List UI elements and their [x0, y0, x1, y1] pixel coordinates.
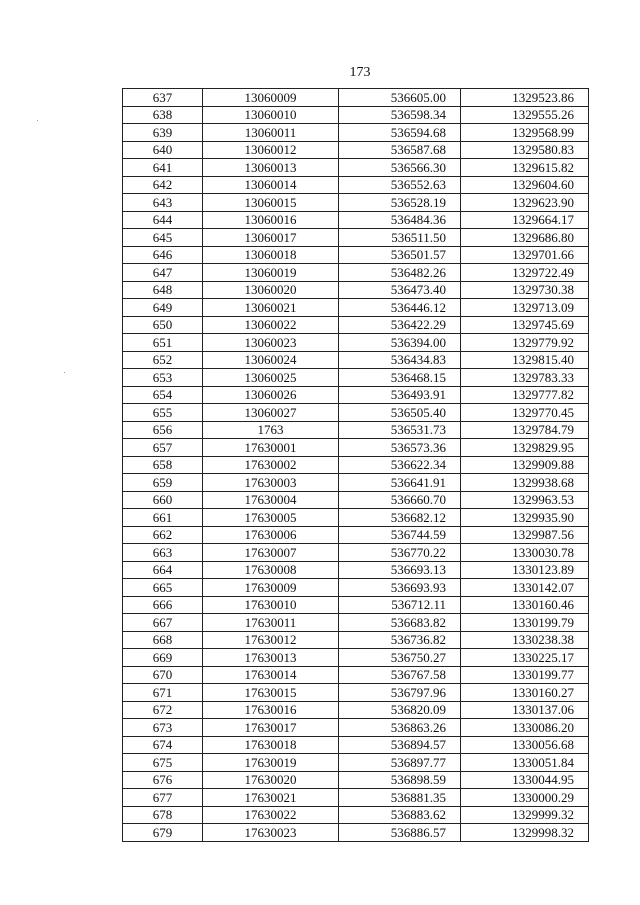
point-index-cell: 654 — [123, 386, 203, 404]
table-row — [123, 334, 589, 352]
y-coordinate-cell: 1329999.32 — [461, 806, 589, 824]
x-coordinate-cell: 536468.15 — [339, 369, 461, 387]
y-coordinate-cell: 1329604.60 — [461, 176, 589, 194]
table-row — [123, 439, 589, 457]
table-row — [123, 369, 589, 387]
point-index-cell: 638 — [123, 106, 203, 124]
table-row — [123, 386, 589, 404]
point-code-cell: 17630012 — [203, 631, 339, 649]
point-index-cell: 658 — [123, 456, 203, 474]
table-row — [123, 176, 589, 194]
y-coordinate-cell: 1329580.83 — [461, 141, 589, 159]
x-coordinate-cell: 536482.26 — [339, 264, 461, 282]
x-coordinate-cell: 536767.58 — [339, 666, 461, 684]
point-index-cell: 678 — [123, 806, 203, 824]
scan-speck — [37, 120, 38, 121]
point-code-cell: 13060012 — [203, 141, 339, 159]
x-coordinate-cell: 536484.36 — [339, 211, 461, 229]
point-code-cell: 17630019 — [203, 754, 339, 772]
table-row — [123, 614, 589, 632]
point-index-cell: 662 — [123, 526, 203, 544]
y-coordinate-cell: 1329829.95 — [461, 439, 589, 457]
y-coordinate-cell: 1330030.78 — [461, 544, 589, 562]
y-coordinate-cell: 1330086.20 — [461, 719, 589, 737]
table-row — [123, 561, 589, 579]
point-code-cell: 17630014 — [203, 666, 339, 684]
table-row — [123, 719, 589, 737]
x-coordinate-cell: 536863.26 — [339, 719, 461, 737]
point-code-cell: 1763 — [203, 421, 339, 439]
point-code-cell: 17630002 — [203, 456, 339, 474]
point-code-cell: 17630016 — [203, 701, 339, 719]
point-index-cell: 652 — [123, 351, 203, 369]
point-code-cell: 17630003 — [203, 474, 339, 492]
point-index-cell: 667 — [123, 614, 203, 632]
table-row — [123, 491, 589, 509]
table-row — [123, 771, 589, 789]
point-code-cell: 17630013 — [203, 649, 339, 667]
y-coordinate-cell: 1329987.56 — [461, 526, 589, 544]
point-code-cell: 17630001 — [203, 439, 339, 457]
point-code-cell: 17630017 — [203, 719, 339, 737]
point-index-cell: 677 — [123, 789, 203, 807]
point-code-cell: 13060024 — [203, 351, 339, 369]
point-index-cell: 672 — [123, 701, 203, 719]
x-coordinate-cell: 536898.59 — [339, 771, 461, 789]
y-coordinate-cell: 1329938.68 — [461, 474, 589, 492]
y-coordinate-cell: 1330225.17 — [461, 649, 589, 667]
y-coordinate-cell: 1330051.84 — [461, 754, 589, 772]
x-coordinate-cell: 536660.70 — [339, 491, 461, 509]
table-row — [123, 229, 589, 247]
table-row — [123, 701, 589, 719]
table-row — [123, 526, 589, 544]
point-index-cell: 647 — [123, 264, 203, 282]
table-row — [123, 281, 589, 299]
y-coordinate-cell: 1329784.79 — [461, 421, 589, 439]
point-code-cell: 17630015 — [203, 684, 339, 702]
table-row — [123, 141, 589, 159]
point-code-cell: 13060016 — [203, 211, 339, 229]
point-index-cell: 651 — [123, 334, 203, 352]
table-row — [123, 194, 589, 212]
y-coordinate-cell: 1329568.99 — [461, 124, 589, 142]
point-index-cell: 671 — [123, 684, 203, 702]
point-index-cell: 669 — [123, 649, 203, 667]
y-coordinate-cell: 1329615.82 — [461, 159, 589, 177]
x-coordinate-cell: 536820.09 — [339, 701, 461, 719]
table-row — [123, 159, 589, 177]
x-coordinate-cell: 536511.50 — [339, 229, 461, 247]
point-index-cell: 649 — [123, 299, 203, 317]
x-coordinate-cell: 536552.63 — [339, 176, 461, 194]
y-coordinate-cell: 1330056.68 — [461, 736, 589, 754]
point-index-cell: 657 — [123, 439, 203, 457]
point-code-cell: 13060018 — [203, 246, 339, 264]
point-index-cell: 676 — [123, 771, 203, 789]
y-coordinate-cell: 1329686.80 — [461, 229, 589, 247]
y-coordinate-cell: 1329623.90 — [461, 194, 589, 212]
point-index-cell: 644 — [123, 211, 203, 229]
point-index-cell: 656 — [123, 421, 203, 439]
x-coordinate-cell: 536641.91 — [339, 474, 461, 492]
point-code-cell: 17630023 — [203, 824, 339, 842]
y-coordinate-cell: 1329909.88 — [461, 456, 589, 474]
y-coordinate-cell: 1330199.79 — [461, 614, 589, 632]
y-coordinate-cell: 1330044.95 — [461, 771, 589, 789]
point-code-cell: 17630008 — [203, 561, 339, 579]
table-row — [123, 421, 589, 439]
point-index-cell: 641 — [123, 159, 203, 177]
y-coordinate-cell: 1330160.46 — [461, 596, 589, 614]
y-coordinate-cell: 1329555.26 — [461, 106, 589, 124]
table-row — [123, 806, 589, 824]
point-index-cell: 664 — [123, 561, 203, 579]
y-coordinate-cell: 1329935.90 — [461, 509, 589, 527]
point-code-cell: 13060025 — [203, 369, 339, 387]
x-coordinate-cell: 536598.34 — [339, 106, 461, 124]
table-row — [123, 666, 589, 684]
table-row — [123, 351, 589, 369]
x-coordinate-cell: 536434.83 — [339, 351, 461, 369]
point-index-cell: 655 — [123, 404, 203, 422]
y-coordinate-cell: 1330137.06 — [461, 701, 589, 719]
point-code-cell: 17630021 — [203, 789, 339, 807]
y-coordinate-cell: 1329777.82 — [461, 386, 589, 404]
table-row — [123, 124, 589, 142]
point-code-cell: 13060009 — [203, 89, 339, 107]
x-coordinate-cell: 536770.22 — [339, 544, 461, 562]
point-code-cell: 13060023 — [203, 334, 339, 352]
x-coordinate-cell: 536744.59 — [339, 526, 461, 544]
y-coordinate-cell: 1330199.77 — [461, 666, 589, 684]
point-code-cell: 13060022 — [203, 316, 339, 334]
point-index-cell: 660 — [123, 491, 203, 509]
x-coordinate-cell: 536797.96 — [339, 684, 461, 702]
x-coordinate-cell: 536566.30 — [339, 159, 461, 177]
x-coordinate-cell: 536531.73 — [339, 421, 461, 439]
x-coordinate-cell: 536493.91 — [339, 386, 461, 404]
x-coordinate-cell: 536693.93 — [339, 579, 461, 597]
x-coordinate-cell: 536736.82 — [339, 631, 461, 649]
table-row — [123, 579, 589, 597]
point-index-cell: 639 — [123, 124, 203, 142]
y-coordinate-cell: 1329783.33 — [461, 369, 589, 387]
coordinates-table-body — [123, 89, 589, 842]
x-coordinate-cell: 536622.34 — [339, 456, 461, 474]
point-index-cell: 663 — [123, 544, 203, 562]
x-coordinate-cell: 536712.11 — [339, 596, 461, 614]
coordinates-table — [122, 88, 589, 842]
y-coordinate-cell: 1330000.29 — [461, 789, 589, 807]
table-row — [123, 89, 589, 107]
y-coordinate-cell: 1330123.89 — [461, 561, 589, 579]
table-row — [123, 264, 589, 282]
y-coordinate-cell: 1330160.27 — [461, 684, 589, 702]
table-row — [123, 754, 589, 772]
point-code-cell: 17630010 — [203, 596, 339, 614]
table-row — [123, 246, 589, 264]
table-row — [123, 631, 589, 649]
point-code-cell: 13060027 — [203, 404, 339, 422]
table-row — [123, 509, 589, 527]
x-coordinate-cell: 536528.19 — [339, 194, 461, 212]
point-code-cell: 17630009 — [203, 579, 339, 597]
table-row — [123, 544, 589, 562]
table-row — [123, 736, 589, 754]
point-index-cell: 640 — [123, 141, 203, 159]
x-coordinate-cell: 536594.68 — [339, 124, 461, 142]
x-coordinate-cell: 536505.40 — [339, 404, 461, 422]
x-coordinate-cell: 536883.62 — [339, 806, 461, 824]
x-coordinate-cell: 536587.68 — [339, 141, 461, 159]
y-coordinate-cell: 1329722.49 — [461, 264, 589, 282]
x-coordinate-cell: 536881.35 — [339, 789, 461, 807]
x-coordinate-cell: 536394.00 — [339, 334, 461, 352]
point-code-cell: 13060021 — [203, 299, 339, 317]
x-coordinate-cell: 536446.12 — [339, 299, 461, 317]
point-code-cell: 13060014 — [203, 176, 339, 194]
point-index-cell: 679 — [123, 824, 203, 842]
x-coordinate-cell: 536894.57 — [339, 736, 461, 754]
point-index-cell: 666 — [123, 596, 203, 614]
y-coordinate-cell: 1330238.38 — [461, 631, 589, 649]
point-code-cell: 17630004 — [203, 491, 339, 509]
y-coordinate-cell: 1329730.38 — [461, 281, 589, 299]
point-index-cell: 661 — [123, 509, 203, 527]
point-code-cell: 13060011 — [203, 124, 339, 142]
point-index-cell: 643 — [123, 194, 203, 212]
table-row — [123, 106, 589, 124]
point-index-cell: 646 — [123, 246, 203, 264]
x-coordinate-cell: 536682.12 — [339, 509, 461, 527]
x-coordinate-cell: 536605.00 — [339, 89, 461, 107]
point-index-cell: 650 — [123, 316, 203, 334]
table-row — [123, 316, 589, 334]
x-coordinate-cell: 536573.36 — [339, 439, 461, 457]
point-code-cell: 13060020 — [203, 281, 339, 299]
point-code-cell: 17630007 — [203, 544, 339, 562]
point-index-cell: 637 — [123, 89, 203, 107]
x-coordinate-cell: 536473.40 — [339, 281, 461, 299]
x-coordinate-cell: 536501.57 — [339, 246, 461, 264]
table-row — [123, 824, 589, 842]
table-row — [123, 299, 589, 317]
table-row — [123, 596, 589, 614]
point-code-cell: 17630022 — [203, 806, 339, 824]
point-index-cell: 674 — [123, 736, 203, 754]
y-coordinate-cell: 1329523.86 — [461, 89, 589, 107]
point-code-cell: 13060013 — [203, 159, 339, 177]
x-coordinate-cell: 536693.13 — [339, 561, 461, 579]
point-code-cell: 17630006 — [203, 526, 339, 544]
x-coordinate-cell: 536422.29 — [339, 316, 461, 334]
y-coordinate-cell: 1329770.45 — [461, 404, 589, 422]
table-row — [123, 649, 589, 667]
point-code-cell: 13060010 — [203, 106, 339, 124]
point-code-cell: 13060017 — [203, 229, 339, 247]
y-coordinate-cell: 1329815.40 — [461, 351, 589, 369]
point-index-cell: 659 — [123, 474, 203, 492]
point-code-cell: 17630020 — [203, 771, 339, 789]
y-coordinate-cell: 1329664.17 — [461, 211, 589, 229]
point-index-cell: 653 — [123, 369, 203, 387]
x-coordinate-cell: 536750.27 — [339, 649, 461, 667]
point-index-cell: 668 — [123, 631, 203, 649]
x-coordinate-cell: 536897.77 — [339, 754, 461, 772]
point-index-cell: 673 — [123, 719, 203, 737]
table-row — [123, 474, 589, 492]
table-row — [123, 456, 589, 474]
y-coordinate-cell: 1330142.07 — [461, 579, 589, 597]
point-index-cell: 642 — [123, 176, 203, 194]
page-number: 173 — [349, 65, 371, 80]
scan-speck — [64, 372, 65, 373]
x-coordinate-cell: 536886.57 — [339, 824, 461, 842]
y-coordinate-cell: 1329998.32 — [461, 824, 589, 842]
point-index-cell: 665 — [123, 579, 203, 597]
y-coordinate-cell: 1329963.53 — [461, 491, 589, 509]
point-code-cell: 17630011 — [203, 614, 339, 632]
table-row — [123, 211, 589, 229]
point-index-cell: 648 — [123, 281, 203, 299]
point-code-cell: 17630005 — [203, 509, 339, 527]
y-coordinate-cell: 1329701.66 — [461, 246, 589, 264]
y-coordinate-cell: 1329779.92 — [461, 334, 589, 352]
table-row — [123, 404, 589, 422]
y-coordinate-cell: 1329713.09 — [461, 299, 589, 317]
point-code-cell: 13060015 — [203, 194, 339, 212]
point-index-cell: 675 — [123, 754, 203, 772]
point-code-cell: 13060026 — [203, 386, 339, 404]
table-row — [123, 684, 589, 702]
point-code-cell: 13060019 — [203, 264, 339, 282]
point-code-cell: 17630018 — [203, 736, 339, 754]
point-index-cell: 670 — [123, 666, 203, 684]
x-coordinate-cell: 536683.82 — [339, 614, 461, 632]
point-index-cell: 645 — [123, 229, 203, 247]
table-row — [123, 789, 589, 807]
y-coordinate-cell: 1329745.69 — [461, 316, 589, 334]
